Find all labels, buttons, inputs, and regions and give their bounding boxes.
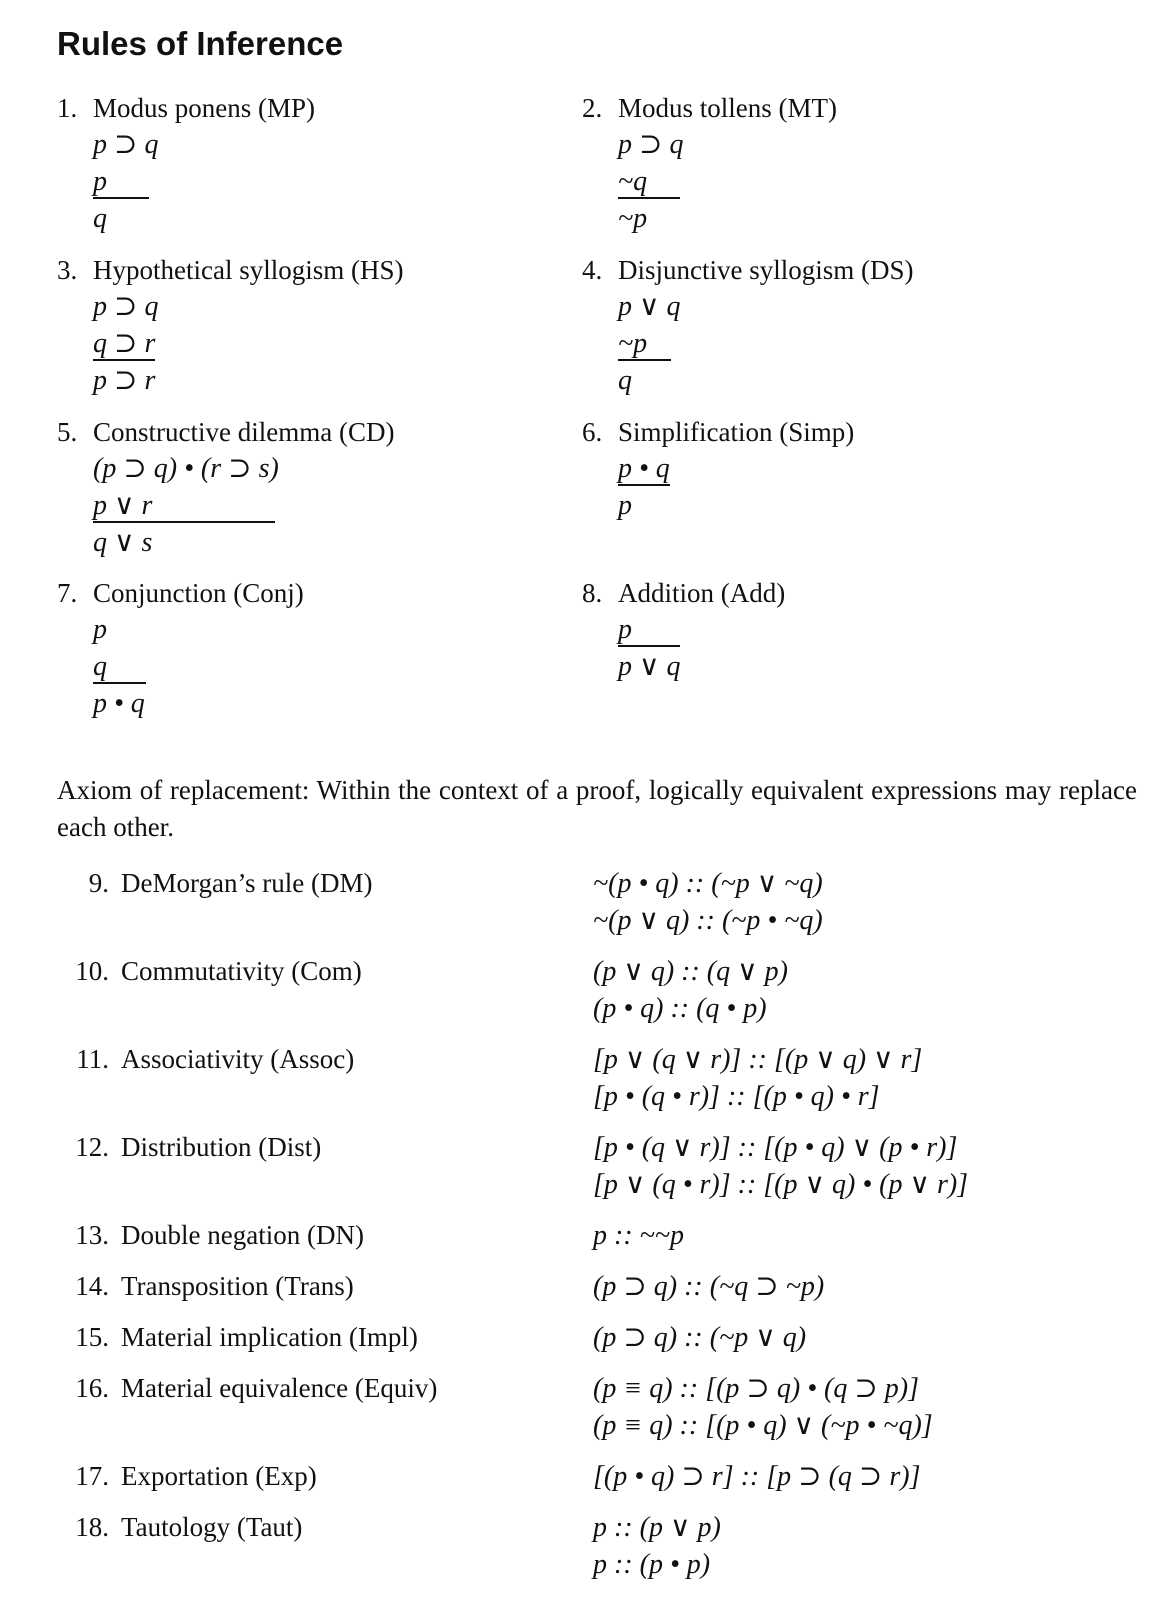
- rule-heading: [582, 90, 1122, 126]
- rule-number: 16.: [75, 1373, 109, 1403]
- formula-line: [93, 611, 597, 648]
- formula-line: [618, 487, 1122, 524]
- rule-number: 15.: [75, 1322, 109, 1352]
- rule-number: 5.: [57, 417, 78, 447]
- equivalence-forms: [593, 1458, 921, 1495]
- equivalence-formula: ~(p ∨ q) :: (~p • ~q): [593, 905, 823, 936]
- rule-name: Constructive dilemma (CD): [93, 417, 395, 447]
- equivalence-formula: [(p • q) ⊃ r] :: [p ⊃ (q ⊃ r)]: [593, 1461, 921, 1492]
- rule-number: 13.: [75, 1220, 109, 1250]
- equivalence-formula: ~(p • q) :: (~p ∨ ~q): [593, 868, 823, 899]
- equivalence-forms: [593, 1129, 968, 1203]
- formula: p ∨ q: [618, 291, 681, 322]
- page-title: Rules of Inference: [57, 25, 344, 62]
- inference-rule: [582, 252, 1122, 399]
- formula-line: [618, 126, 1122, 163]
- rule-lines: [618, 126, 1122, 237]
- equivalence-forms: [593, 1217, 684, 1254]
- formula-line: [618, 200, 1122, 237]
- equivalence-formula: p :: ~~p: [593, 1220, 684, 1251]
- equivalence-formula: (p ⊃ q) :: (~p ∨ q): [593, 1322, 807, 1353]
- equivalence-formula: [p ∨ (q ∨ r)] :: [(p ∨ q) ∨ r]: [593, 1044, 923, 1075]
- formula: p: [618, 490, 632, 521]
- rule-number: 6.: [582, 417, 603, 447]
- equivalence-forms: [593, 1319, 806, 1356]
- rule-name: Modus ponens (MP): [93, 93, 316, 123]
- equivalence-formula: p :: (p ∨ p): [593, 1512, 721, 1543]
- rule-lines: [93, 126, 597, 237]
- rule-lines: [93, 611, 597, 722]
- premise-line-ruled: [93, 648, 597, 685]
- equivalence-formula: (p ∨ q) :: (q ∨ p): [593, 956, 788, 987]
- formula-line: [93, 524, 597, 561]
- rule-name: Exportation (Exp): [121, 1461, 317, 1491]
- formula-line: [618, 288, 1122, 325]
- rule-name: Conjunction (Conj): [93, 578, 304, 608]
- equivalence-forms: [593, 1041, 922, 1115]
- formula: q: [93, 651, 146, 684]
- rule-lines: [618, 288, 1122, 399]
- rule-name: Disjunctive syllogism (DS): [618, 255, 914, 285]
- rule-name: Modus tollens (MT): [618, 93, 837, 123]
- rule-heading: [582, 575, 1122, 611]
- premise-line-ruled: [93, 163, 597, 200]
- rule-number: 9.: [88, 868, 109, 898]
- inference-rule: [57, 252, 597, 399]
- rule-heading: [57, 1458, 577, 1495]
- rule-name: Commutativity (Com): [121, 956, 362, 986]
- formula-line: [93, 288, 597, 325]
- formula: q ∨ s: [93, 527, 153, 558]
- rule-lines: [93, 450, 597, 561]
- inference-rule: [582, 90, 1122, 237]
- premise-line-ruled: [618, 163, 1122, 200]
- rule-name: DeMorgan’s rule (DM): [121, 868, 373, 898]
- rule-number: 12.: [75, 1132, 109, 1162]
- formula-line: [618, 648, 1122, 685]
- rule-number: 11.: [76, 1044, 109, 1074]
- rule-heading: [57, 90, 597, 126]
- inference-rule: [57, 575, 597, 722]
- rule-number: 14.: [75, 1271, 109, 1301]
- formula: q ⊃ r: [93, 328, 156, 359]
- equivalence-formula: [p ∨ (q • r)] :: [(p ∨ q) • (p ∨ r)]: [593, 1169, 969, 1200]
- equivalence-formula: p :: (p • p): [593, 1549, 711, 1580]
- rule-number: 4.: [582, 255, 603, 285]
- formula: q: [93, 203, 107, 234]
- rule-name: Material implication (Impl): [121, 1322, 418, 1352]
- equivalence-formula: (p ≡ q) :: [(p ⊃ q) • (q ⊃ p)]: [593, 1373, 920, 1404]
- equivalence-forms: [593, 1509, 721, 1583]
- formula: ~p: [618, 203, 648, 234]
- formula: p ∨ q: [618, 651, 681, 682]
- equivalence-formula: (p ≡ q) :: [(p • q) ∨ (~p • ~q)]: [593, 1410, 933, 1441]
- rule-heading: [57, 252, 597, 288]
- formula: p: [93, 166, 149, 199]
- rule-heading: [57, 1319, 577, 1356]
- formula: ~q: [618, 166, 680, 199]
- rule-lines: [618, 611, 1122, 685]
- formula: p • q: [618, 453, 670, 484]
- rule-heading: [57, 1129, 577, 1166]
- rule-heading: [57, 414, 597, 450]
- equivalence-formula: [p • (q • r)] :: [(p • q) • r]: [593, 1081, 880, 1112]
- formula-line: [93, 200, 597, 237]
- premise-line-ruled: [93, 487, 597, 524]
- rule-heading: [582, 414, 1122, 450]
- rule-name: Material equivalence (Equiv): [121, 1373, 438, 1403]
- inference-rule: [57, 414, 597, 561]
- formula: q: [618, 365, 632, 396]
- rule-heading: [57, 1041, 577, 1078]
- formula-line: [93, 126, 597, 163]
- rule-number: 10.: [75, 956, 109, 986]
- equivalence-forms: [593, 953, 788, 1027]
- equivalence-forms: [593, 1268, 824, 1305]
- formula: p ⊃ q: [93, 291, 159, 322]
- rule-name: Tautology (Taut): [121, 1512, 303, 1542]
- rule-lines: [618, 450, 1122, 524]
- premise-line-ruled: [618, 450, 1122, 487]
- inference-rule: [57, 90, 597, 237]
- rule-number: 8.: [582, 578, 603, 608]
- formula: p: [93, 614, 107, 645]
- formula: p ⊃ q: [618, 129, 684, 160]
- rule-number: 1.: [57, 93, 78, 123]
- equivalence-forms: [593, 865, 823, 939]
- equivalence-formula: (p ⊃ q) :: (~q ⊃ ~p): [593, 1271, 825, 1302]
- rule-heading: [582, 252, 1122, 288]
- inference-rule: [582, 414, 1122, 524]
- rule-number: 7.: [57, 578, 78, 608]
- rule-name: Distribution (Dist): [121, 1132, 322, 1162]
- formula: p ∨ r: [93, 490, 275, 523]
- inference-rule: [582, 575, 1122, 685]
- formula: p ⊃ r: [93, 365, 156, 396]
- equivalence-formula: [p • (q ∨ r)] :: [(p • q) ∨ (p • r)]: [593, 1132, 958, 1163]
- rule-number: 3.: [57, 255, 78, 285]
- axiom-of-replacement: Axiom of replacement: Within the context of a proof, logically equivalent expressions may replace each other.: [57, 775, 1137, 842]
- rule-heading: [57, 953, 577, 990]
- rule-heading: [57, 1370, 577, 1407]
- rule-heading: [57, 1509, 577, 1546]
- rule-name: Double negation (DN): [121, 1220, 364, 1250]
- formula: p: [618, 614, 680, 647]
- formula: p ⊃ q: [93, 129, 159, 160]
- equivalence-formula: (p • q) :: (q • p): [593, 993, 767, 1024]
- rule-number: 2.: [582, 93, 603, 123]
- rule-heading: [57, 865, 577, 902]
- rule-name: Addition (Add): [618, 578, 786, 608]
- rule-heading: [57, 1268, 577, 1305]
- premise-line-ruled: [618, 611, 1122, 648]
- formula-line: [93, 450, 597, 487]
- formula-line: [93, 362, 597, 399]
- rule-name: Simplification (Simp): [618, 417, 855, 447]
- rule-number: 18.: [75, 1512, 109, 1542]
- formula-line: [93, 685, 597, 722]
- formula: (p ⊃ q) • (r ⊃ s): [93, 453, 279, 484]
- equivalence-forms: [593, 1370, 933, 1444]
- rule-name: Hypothetical syllogism (HS): [93, 255, 404, 285]
- premise-line-ruled: [93, 325, 597, 362]
- premise-line-ruled: [618, 325, 1122, 362]
- formula: ~p: [618, 328, 671, 361]
- rule-number: 17.: [75, 1461, 109, 1491]
- rule-name: Transposition (Trans): [121, 1271, 354, 1301]
- rule-heading: [57, 1217, 577, 1254]
- formula-line: [618, 362, 1122, 399]
- rule-heading: [57, 575, 597, 611]
- formula: p • q: [93, 688, 145, 719]
- rule-name: Associativity (Assoc): [121, 1044, 355, 1074]
- rule-lines: [93, 288, 597, 399]
